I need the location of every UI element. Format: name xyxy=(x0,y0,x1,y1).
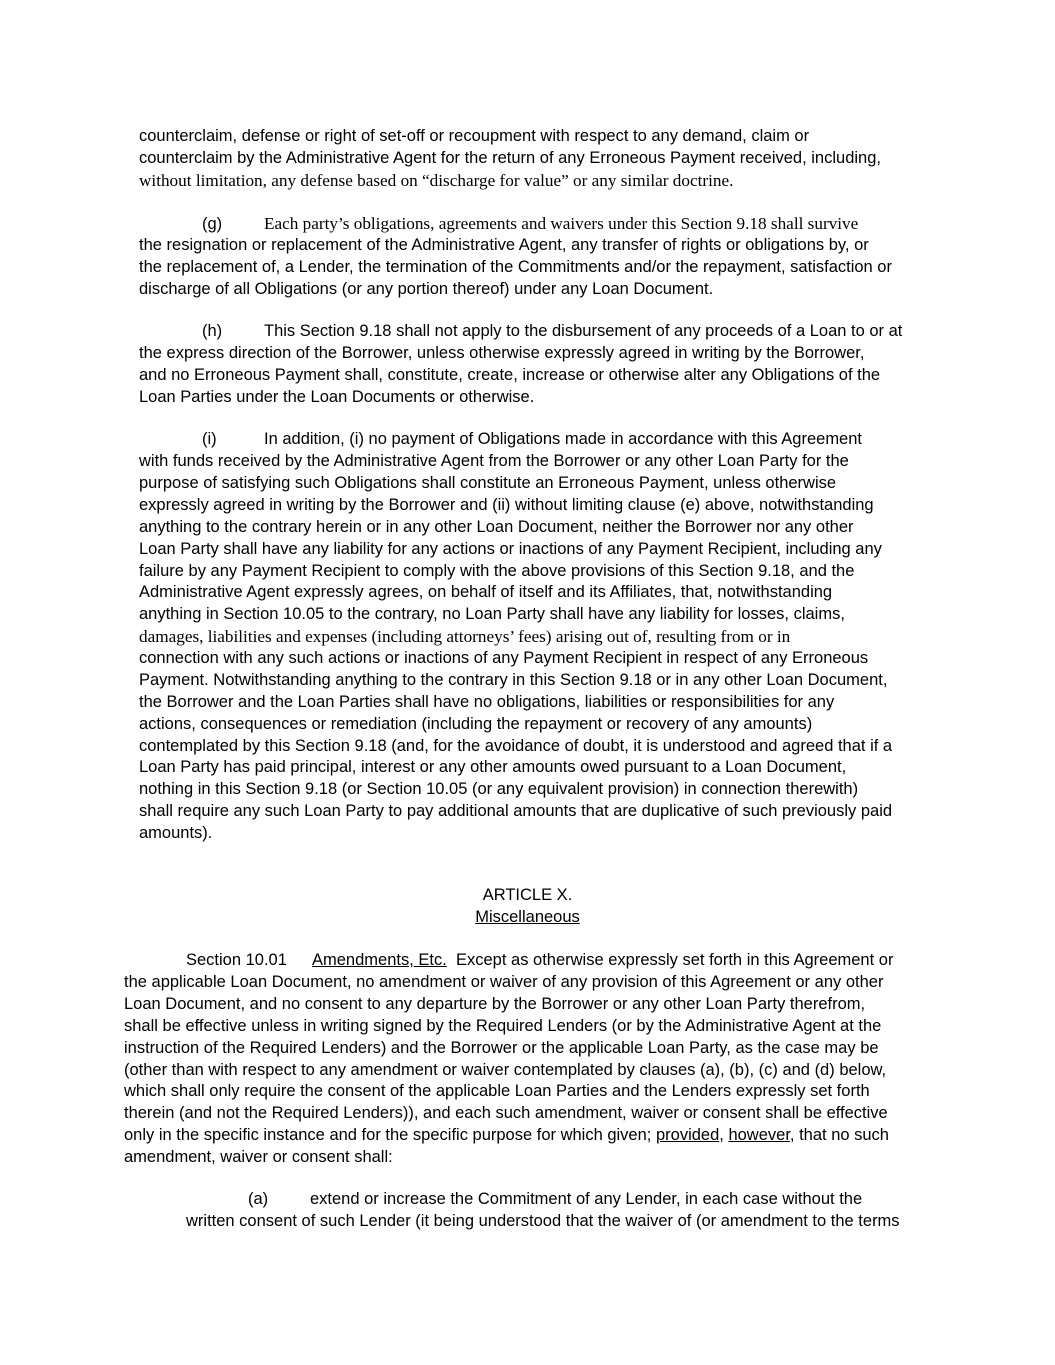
para-h-first-text: This Section 9.18 shall not apply to the disbursement of any proceeds of a Loan to or at xyxy=(264,322,903,340)
clause-a-label: (a) xyxy=(248,1190,269,1208)
para-i-line-18: shall require any such Loan Party to pay additional amounts that are duplicative of such previously paid xyxy=(139,802,893,820)
section-1001-line-2: the applicable Loan Document, no amendment or waiver of any provision of this Agreement or any other xyxy=(124,973,884,991)
carryover-line-3: without limitation, any defense based on “discharge for value” or any similar doctrine. xyxy=(139,171,734,190)
section-1001-line-6: (other than with respect to any amendment or waiver contemplated by clauses (a), (b), (c) and (d) below, xyxy=(124,1061,887,1079)
para-h-line-4: Loan Parties under the Loan Documents or otherwise. xyxy=(139,388,535,406)
para-i-line-17: nothing in this Section 9.18 (or Section 10.05 (or any equivalent provision) in connection therewith) xyxy=(139,780,859,798)
para-g-line-4: discharge of all Obligations (or any portion thereof) under any Loan Document. xyxy=(139,280,714,298)
para-i-line-10: damages, liabilities and expenses (including attorneys’ fees) arising out of, resulting from or in xyxy=(139,627,791,646)
section-1001-line-9-pre: only in the specific instance and for the specific purpose for which given; xyxy=(124,1126,652,1144)
para-h-first-line xyxy=(202,321,902,343)
section-1001-line-7: which shall only require the consent of the applicable Loan Parties and the Lenders expressly set forth xyxy=(124,1082,870,1100)
para-i-line-19: amounts). xyxy=(139,824,213,842)
however-term: however xyxy=(728,1126,790,1144)
section-1001-first-line xyxy=(186,950,893,972)
para-g-line-3: the replacement of, a Lender, the termination of the Commitments and/or the repayment, satisfaction or xyxy=(139,258,892,276)
clause-a-first-text: extend or increase the Commitment of any Lender, in each case without the xyxy=(310,1190,863,1208)
section-1001-label: Section 10.01 xyxy=(186,951,287,969)
para-i-line-4: expressly agreed in writing by the Borrower and (ii) without limiting clause (e) above, notwithstanding xyxy=(139,496,874,514)
para-g-label: (g) xyxy=(202,215,223,233)
para-g-line-2: the resignation or replacement of the Administrative Agent, any transfer of rights or obligations by, or xyxy=(139,236,869,254)
para-i-line-6: Loan Party shall have any liability for any actions or inactions of any Payment Recipient, including any xyxy=(139,540,882,558)
para-i-line-13: the Borrower and the Loan Parties shall have no obligations, liabilities or responsibilities for any xyxy=(139,693,835,711)
section-1001-line-9 xyxy=(124,1125,889,1147)
carryover-line-2: counterclaim by the Administrative Agent for the return of any Erroneous Payment received, including, xyxy=(139,149,881,167)
section-1001-line-4: shall be effective unless in writing signed by the Required Lenders (or by the Administrative Agent at the xyxy=(124,1017,882,1035)
section-1001-line-10: amendment, waiver or consent shall: xyxy=(124,1148,393,1166)
para-i-line-2: with funds received by the Administrative Agent from the Borrower or any other Loan Party for the xyxy=(139,452,849,470)
carryover-line-1: counterclaim, defense or right of set-off or recoupment with respect to any demand, claim or xyxy=(139,127,810,145)
para-i-line-5: anything to the contrary herein or in any other Loan Document, neither the Borrower nor any other xyxy=(139,518,854,536)
para-i-line-9: anything in Section 10.05 to the contrary, no Loan Party shall have any liability for losses, claims, xyxy=(139,605,845,623)
para-i-line-3: purpose of satisfying such Obligations shall constitute an Erroneous Payment, unless otherwise xyxy=(139,474,837,492)
para-g-first-text: Each party’s obligations, agreements and waivers under this Section 9.18 shall survive xyxy=(264,214,859,233)
para-i-line-16: Loan Party has paid principal, interest or any other amounts owed pursuant to a Loan Document, xyxy=(139,758,847,776)
section-1001-heading: Amendments, Etc. xyxy=(312,951,447,969)
para-i-line-11: connection with any such actions or inactions of any Payment Recipient in respect of any Erroneous xyxy=(139,649,869,667)
article-number: ARTICLE X. xyxy=(482,886,573,904)
para-i-first-line xyxy=(202,429,862,451)
para-h-line-3: and no Erroneous Payment shall, constitute, create, increase or otherwise alter any Obligations of the xyxy=(139,366,881,384)
para-i-label: (i) xyxy=(202,430,217,448)
para-h-line-2: the express direction of the Borrower, unless otherwise expressly agreed in writing by the Borrower, xyxy=(139,344,865,362)
provided-term: provided xyxy=(655,1126,720,1144)
section-1001-line-8: therein (and not the Required Lenders)), and each such amendment, waiver or consent shall be effective xyxy=(124,1104,888,1122)
para-i-line-15: contemplated by this Section 9.18 (and, for the avoidance of doubt, it is understood and agreed that if a xyxy=(139,737,893,755)
article-title-row xyxy=(0,907,1055,929)
para-g-first-line xyxy=(202,213,858,236)
section-1001-line-5: instruction of the Required Lenders) and the Borrower or the applicable Loan Party, as the case may be xyxy=(124,1039,879,1057)
para-i-line-7: failure by any Payment Recipient to comply with the above provisions of this Section 9.18, and the xyxy=(139,562,855,580)
article-title: Miscellaneous xyxy=(475,908,580,926)
para-h-label: (h) xyxy=(202,322,223,340)
section-1001-line-9-post: , that no such xyxy=(789,1126,889,1144)
clause-a-first-line xyxy=(248,1189,862,1211)
para-i-line-12: Payment. Notwithstanding anything to the contrary in this Section 9.18 or in any other Loan Document, xyxy=(139,671,888,689)
section-1001-first-text: Except as otherwise expressly set forth in this Agreement or xyxy=(455,951,894,969)
para-i-first-text: In addition, (i) no payment of Obligations made in accordance with this Agreement xyxy=(264,430,862,448)
clause-a-line-2: written consent of such Lender (it being understood that the waiver of (or amendment to the terms xyxy=(186,1212,900,1230)
para-i-line-14: actions, consequences or remediation (including the repayment or recovery of any amounts) xyxy=(139,715,813,733)
section-1001-line-3: Loan Document, and no consent to any departure by the Borrower or any other Loan Party therefrom, xyxy=(124,995,866,1013)
provided-comma: , xyxy=(719,1126,724,1144)
para-i-line-8: Administrative Agent expressly agrees, on behalf of itself and its Affiliates, that, notwithstanding xyxy=(139,583,833,601)
